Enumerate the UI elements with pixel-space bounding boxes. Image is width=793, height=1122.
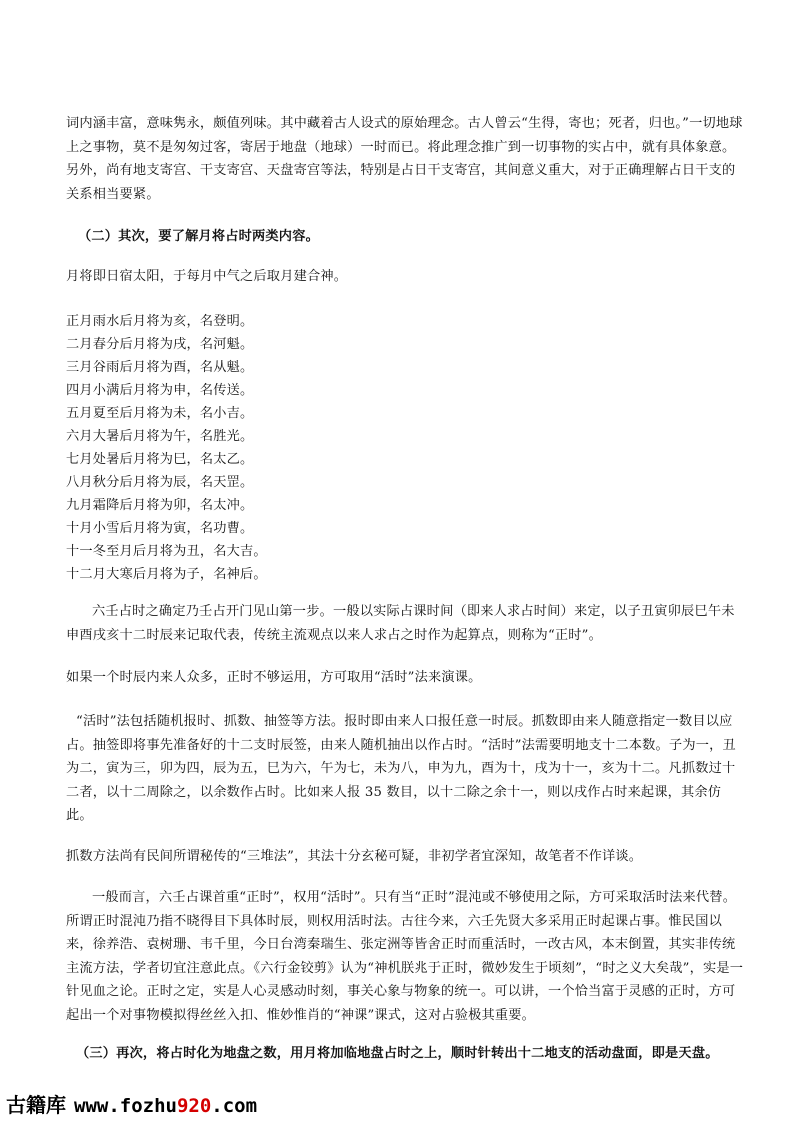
watermark-url-prefix: www.fozhu xyxy=(74,1095,177,1117)
paragraph-huoshi-methods: “活时”法包括随机报时、抓数、抽签等方法。报时即由来人口报任意一时辰。抓数即由来人随意指定一数目以应占。抽签即将事先准备好的十二支时辰签，由来人随机抽出以作占时。“活时”法需要明地支十二本数。子为一，丑为二，寅为三，卯为四，辰为五，巳为六，午为七，未为八，申为九，酉为十，戌为十一，亥为十二。凡抓数过十二者，以十二周除之，以余数作占时。比如来人报 35 数目，以十二除之余十一，则以戌作占时来起课，其余仿此。 xyxy=(66,714,736,823)
site-watermark xyxy=(6,1089,257,1118)
paragraph-intro: 词内涵丰富，意味隽永，颇值列味。其中藏着古人设式的原始理念。古人曾云“生得，寄也；死者，归也。”一切地球上之事物，莫不是匆匆过客，寄居于地盘（地球）一时而已。将此理念推广到一切事物的实占中，就有具体象意。另外，尚有地支寄宫、干支寄宫、天盘寄宫等法，特别是占日干支寄宫，其间意义重大，对于正确理解占日干支的关系相当要紧。 xyxy=(66,116,743,202)
list-item: 十二月大寒后月将为子，名神后。 xyxy=(66,567,267,582)
watermark-url xyxy=(74,1095,257,1117)
list-item: 八月秋分后月将为辰，名天罡。 xyxy=(66,475,254,490)
list-item: 九月霜降后月将为卯，名太冲。 xyxy=(66,498,254,513)
list-item: 十一冬至月后月将为丑，名大吉。 xyxy=(66,544,267,559)
list-item: 七月处暑后月将为巳，名太乙。 xyxy=(66,452,254,467)
list-item: 十月小雪后月将为寅，名功曹。 xyxy=(66,521,254,536)
list-item: 正月雨水后月将为亥，名登明。 xyxy=(66,314,254,329)
list-item: 六月大暑后月将为午，名胜光。 xyxy=(66,429,254,444)
watermark-brand: 古籍库 xyxy=(6,1093,66,1117)
watermark-url-suffix: .com xyxy=(211,1095,258,1117)
section-heading-2: （二）其次，要了解月将占时两类内容。 xyxy=(78,229,319,244)
list-item: 五月夏至后月将为未，名小吉。 xyxy=(66,406,254,421)
paragraph-three-piles: 抓数方法尚有民间所谓秘传的“三堆法”，其法十分玄秘可疑，非初学者宜深知，故笔者不作详谈。 xyxy=(66,849,643,864)
paragraph-month-general: 月将即日宿太阳，于每月中气之后取月建合神。 xyxy=(66,269,348,284)
watermark-url-number: 920 xyxy=(176,1095,212,1117)
list-item: 二月春分后月将为戌，名河魁。 xyxy=(66,337,254,352)
list-item: 四月小满后月将为申，名传送。 xyxy=(66,383,254,398)
paragraph-zhengshi: 六壬占时之确定乃壬占开门见山第一步。一般以实际占课时间（即来人求占时间）来定，以子丑寅卯辰巳午未申酉戌亥十二时辰来记取代表，传统主流观点以来人求占之时作为起算点，则称为“正时”。 xyxy=(66,604,735,643)
paragraph-huoshi-intro: 如果一个时辰内来人众多，正时不够运用，方可取用“活时”法来演课。 xyxy=(66,670,482,685)
paragraph-summary: 一般而言，六壬占课首重“正时”，权用“活时”。只有当“正时”混沌或不够使用之际，方可采取活时法来代替。所谓正时混沌乃指不晓得目下具体时辰，则权用活时法。古往今来，六壬先贤大多采用正时起课占事。惟民国以来，徐养浩、袁树珊、韦千里，今日台湾秦瑞生、张定洲等皆舍正时而重活时，一改古风，本末倒置，其实非传统主流方法，学者切宜注意此点。《六行金铰剪》认为“神机朕兆于正时，微妙发生于顷刻”，“时之义大矣哉”，实是一针见血之论。正时之定，实是人心灵感动时刻，事关心象与物象的统一。可以讲，一个恰当富于灵感的正时，方可起出一个对事物模拟得丝丝入扣、惟妙惟肖的“神课”课式，这对占验极其重要。 xyxy=(66,890,744,1023)
list-item: 三月谷雨后月将为酉，名从魁。 xyxy=(66,360,254,375)
section-heading-3: （三）再次，将占时化为地盘之数，用月将加临地盘占时之上，顺时针转出十二地支的活动盘面，即是天盘。 xyxy=(76,1046,719,1061)
